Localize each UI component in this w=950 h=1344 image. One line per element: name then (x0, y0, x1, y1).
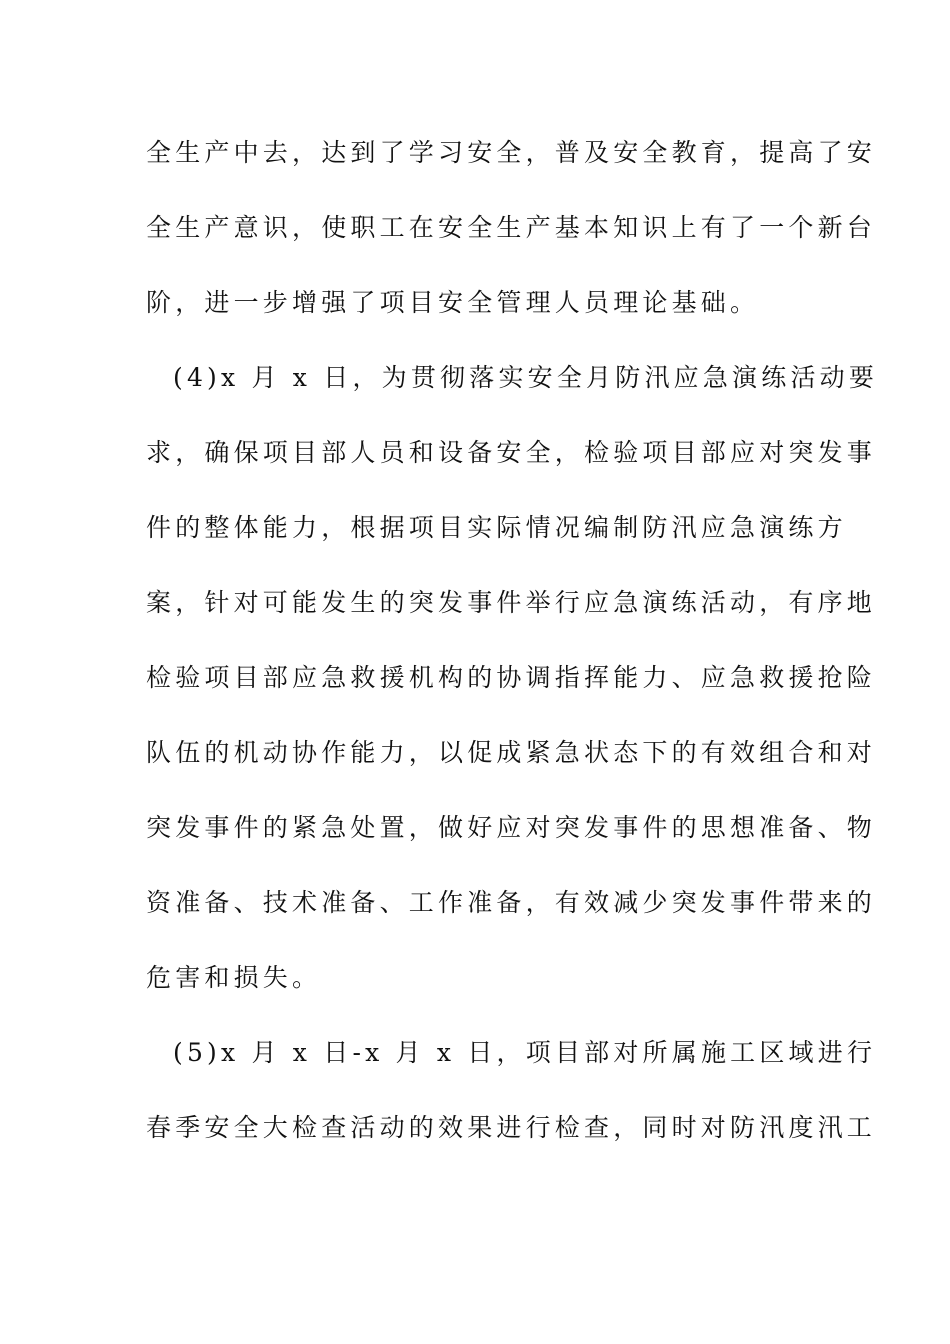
text-line: 求，确保项目部人员和设备安全，检验项目部应对突发事 (146, 438, 877, 467)
text-line: 春季安全大检查活动的效果进行检查，同时对防汛度汛工 (146, 1113, 877, 1142)
text-line: 阶，进一步增强了项目安全管理人员理论基础。 (146, 288, 760, 317)
text-line: 突发事件的紧急处置，做好应对突发事件的思想准备、物 (146, 813, 877, 842)
text-line: 全生产意识，使职工在安全生产基本知识上有了一个新台 (146, 213, 877, 242)
text-line: 件的整体能力，根据项目实际情况编制防汛应急演练方 (146, 513, 847, 542)
body-text (146, 127, 879, 1177)
text-line: 危害和损失。 (146, 963, 322, 992)
text-line: (4)x 月 x 日，为贯彻落实安全月防汛应急演练活动要 (173, 363, 879, 392)
text-line: 全生产中去，达到了学习安全，普及安全教育，提高了安 (146, 138, 877, 167)
text-line: 检验项目部应急救援机构的协调指挥能力、应急救援抢险 (146, 663, 877, 692)
text-line: 案，针对可能发生的突发事件举行应急演练活动，有序地 (146, 588, 877, 617)
text-line: 队伍的机动协作能力，以促成紧急状态下的有效组合和对 (146, 738, 877, 767)
text-line: (5)x 月 x 日-x 月 x 日，项目部对所属施工区域进行 (173, 1038, 877, 1067)
text-line: 资准备、技术准备、工作准备，有效减少突发事件带来的 (146, 888, 877, 917)
